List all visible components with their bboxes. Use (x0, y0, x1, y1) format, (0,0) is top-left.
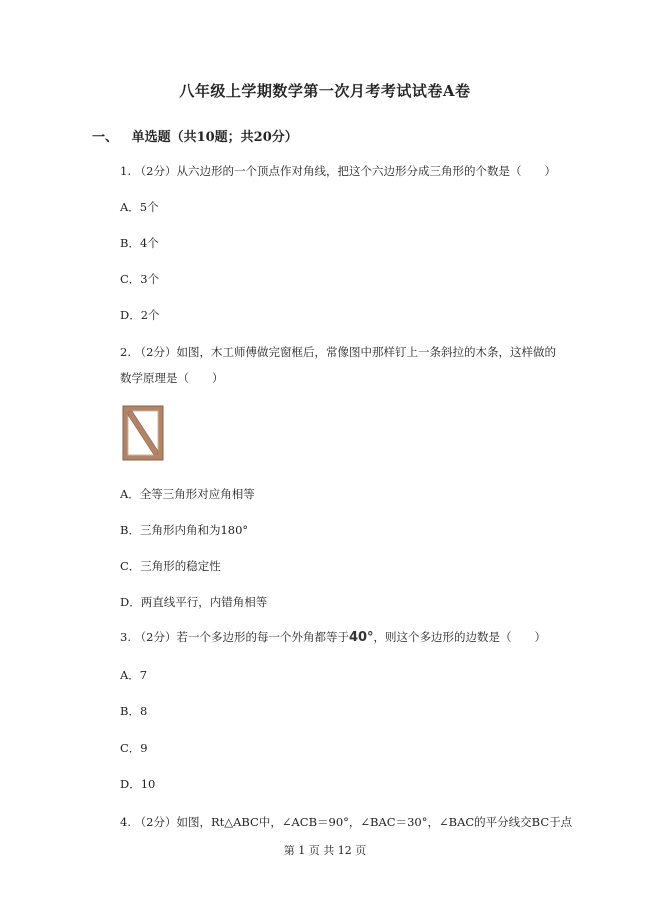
window-frame-figure (122, 405, 164, 461)
document-title: 八年级上学期数学第一次月考考试试卷A卷 (179, 82, 471, 100)
q2-option-d: D．两直线平行，内错角相等 (120, 595, 268, 609)
question-3-text-after: ，则这个多边形的边数是（ ） (373, 630, 547, 644)
question-3-text-before: 3. （2分）若一个多边形的每一个外角都等于 (120, 630, 349, 644)
q3-option-a: A．7 (120, 668, 148, 682)
q3-option-d: D．10 (120, 777, 156, 791)
q2-option-c: C．三角形的稳定性 (120, 559, 221, 573)
q2-option-b: B．三角形内角和为180° (120, 523, 249, 537)
section-number: 一、 (92, 130, 119, 145)
q3-option-c: C．9 (120, 741, 148, 755)
q1-option-a: A．5个 (120, 200, 159, 214)
angle-40-degree: 40° (348, 630, 374, 645)
q1-option-b: B．4个 (120, 236, 159, 250)
q1-option-d: D．2个 (120, 308, 160, 322)
q2-option-a: A．全等三角形对应角相等 (120, 487, 255, 501)
q1-option-c: C．3个 (120, 272, 160, 286)
section-heading (92, 126, 298, 145)
question-1-text: 1. （2分）从六边形的一个顶点作对角线，把这个六边形分成三角形的个数是（ ） (120, 164, 556, 178)
section-text: 单选题（共10题；共20分） (131, 130, 298, 145)
page-footer: 第 1 页 共 12 页 (283, 844, 367, 857)
question-2-text-line2: 数学原理是（ ） (120, 371, 224, 385)
question-4-text: 4. （2分）如图，Rt△ABC中，∠ACB＝90°，∠BAC＝30°，∠BAC的平分线交BC于点 (120, 815, 573, 829)
q3-option-b: B．8 (120, 704, 148, 718)
question-2-text-line1: 2. （2分）如图，木工师傅做完窗框后，常像图中那样钉上一条斜拉的木条，这样做的 (120, 345, 556, 359)
question-3-text (120, 629, 546, 645)
